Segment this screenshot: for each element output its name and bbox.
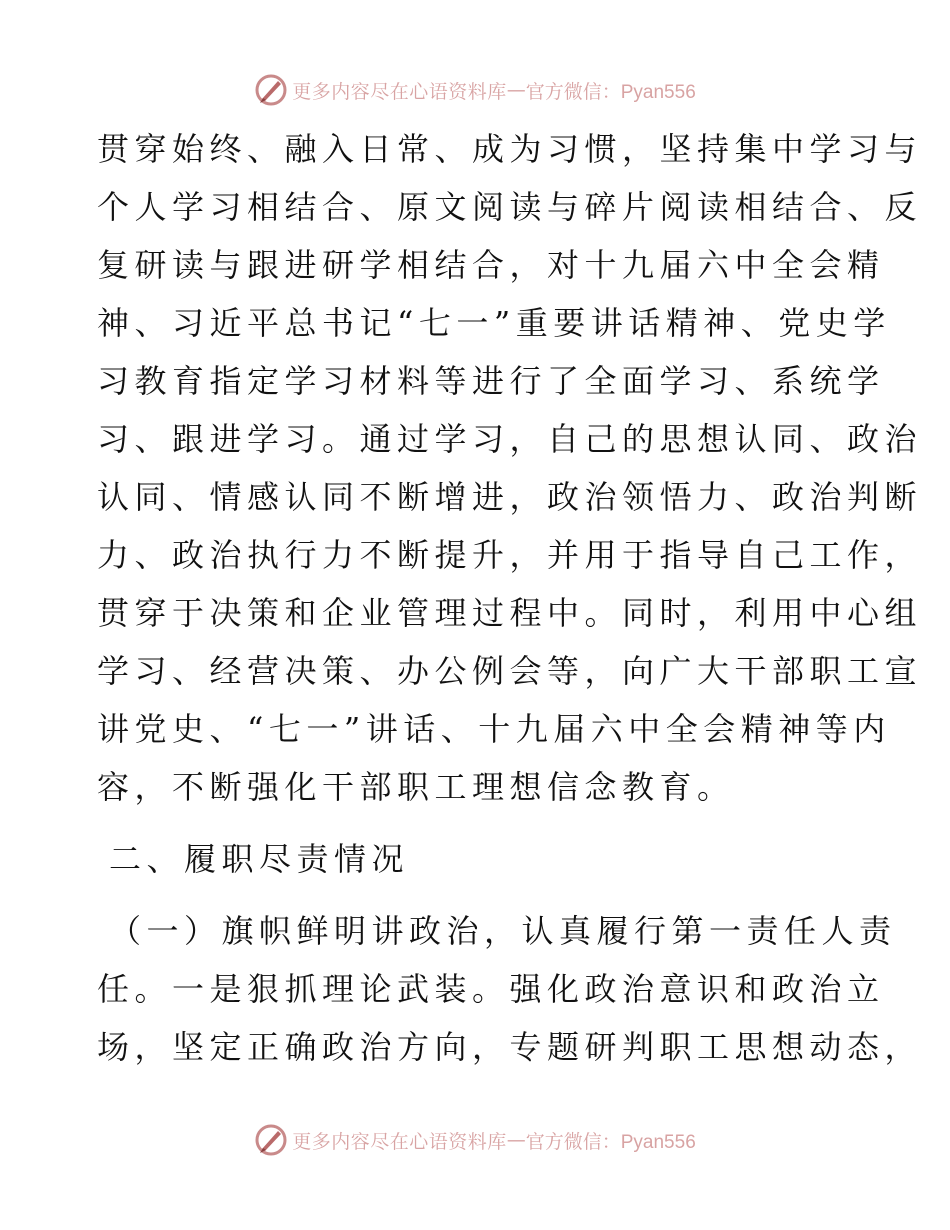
paragraph-line: 个人学习相结合、原文阅读与碎片阅读相结合、反 bbox=[97, 188, 923, 226]
paragraph-line: 贯穿始终、融入日常、成为习惯，坚持集中学习与 bbox=[97, 130, 923, 168]
header-watermark bbox=[0, 70, 950, 110]
paragraph-line: 认同、情感认同不断增进，政治领悟力、政治判断 bbox=[97, 478, 923, 516]
watermark-text: 更多内容尽在心语资料库 bbox=[292, 1130, 507, 1153]
paragraph-line: 贯穿于决策和企业管理过程中。同时，利用中心组 bbox=[97, 594, 923, 632]
watermark-text: 更多内容尽在心语资料库 bbox=[292, 80, 507, 103]
paragraph-line: 神、习近平总书记“七一”重要讲话精神、党史学 bbox=[97, 304, 891, 342]
paragraph-line: 复研读与跟进研学相结合，对十九届六中全会精 bbox=[97, 246, 885, 284]
paragraph-line: 任。一是狠抓理论武装。强化政治意识和政治立 bbox=[97, 970, 885, 1008]
watermark-wechat: 官方微信：Pyan556 bbox=[525, 1131, 696, 1153]
watermark-separator: — bbox=[506, 79, 526, 101]
paragraph-line: 场，坚定正确政治方向，专题研判职工思想动态， bbox=[97, 1028, 923, 1066]
paragraph-line: 容，不断强化干部职工理想信念教育。 bbox=[97, 768, 735, 806]
footer-watermark bbox=[0, 1120, 950, 1160]
document-body bbox=[97, 120, 923, 1076]
paragraph-line: 讲党史、“七一”讲话、十九届六中全会精神等内 bbox=[97, 710, 891, 748]
feather-pen-logo-icon bbox=[254, 1123, 288, 1157]
paragraph-line: 学习、经营决策、办公例会等，向广大干部职工宣 bbox=[97, 652, 923, 690]
paragraph-line: 习、跟进学习。通过学习，自己的思想认同、政治 bbox=[97, 420, 923, 458]
paragraph-line: 力、政治执行力不断提升，并用于指导自己工作， bbox=[97, 536, 923, 574]
watermark-separator: — bbox=[506, 1129, 526, 1151]
feather-pen-logo-icon bbox=[254, 73, 288, 107]
watermark-wechat: 官方微信：Pyan556 bbox=[525, 81, 696, 103]
paragraph-line: 习教育指定学习材料等进行了全面学习、系统学 bbox=[97, 362, 885, 400]
paragraph-line: （一）旗帜鲜明讲政治，认真履行第一责任人责 bbox=[109, 912, 897, 950]
section-heading: 二、履职尽责情况 bbox=[109, 840, 410, 878]
